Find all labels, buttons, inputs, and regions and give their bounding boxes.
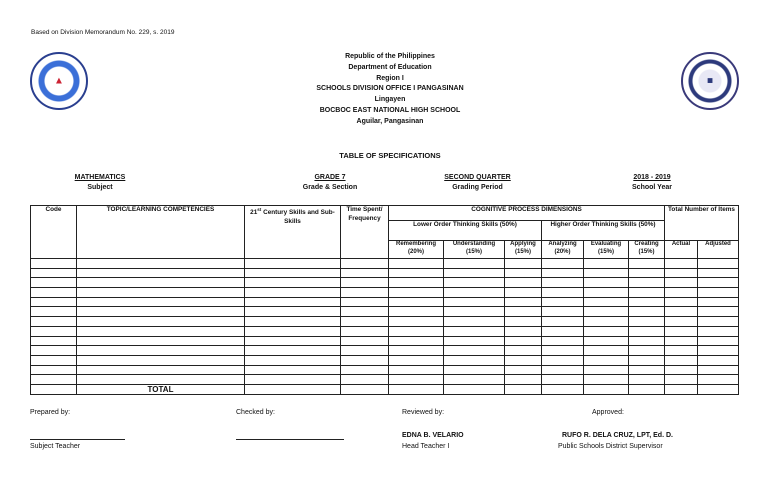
- approved-label: Approved:: [592, 409, 624, 416]
- skills-post: Century Skills and Sub-Skills: [261, 209, 335, 225]
- header-line: Region I: [376, 74, 404, 82]
- prepared-signature-line: [30, 439, 125, 440]
- document-header: [250, 52, 530, 128]
- table-row: [31, 346, 739, 356]
- school-year-field: [617, 173, 687, 193]
- document-title: TABLE OF SPECIFICATIONS: [339, 151, 441, 160]
- deped-seal-logo: [30, 52, 88, 110]
- century-skills-header: [245, 206, 341, 259]
- cognitive-dimensions-header: COGNITIVE PROCESS DIMENSIONS: [389, 206, 665, 221]
- total-label: TOTAL: [77, 384, 245, 394]
- evaluating-header: Evaluating (15%): [584, 241, 629, 259]
- header-line: Department of Education: [348, 63, 432, 71]
- table-row: [31, 375, 739, 385]
- time-spent-header: Time Spent/ Frequency: [341, 206, 389, 259]
- prepared-by-label: Prepared by:: [30, 409, 71, 416]
- header-line: BOCBOC EAST NATIONAL HIGH SCHOOL: [319, 106, 461, 114]
- table-row: [31, 268, 739, 278]
- subject-value: MATHEMATICS: [74, 174, 126, 181]
- table-row: [31, 326, 739, 336]
- grade-label: Grade & Section: [302, 184, 358, 191]
- grading-period-field: [430, 173, 525, 193]
- year-label: School Year: [632, 184, 672, 191]
- sdo-pangasinan-seal-logo: [681, 52, 739, 110]
- hots-header: Higher Order Thinking Skills (50%): [542, 221, 665, 241]
- creating-header: Creating (15%): [629, 241, 665, 259]
- topic-header: TOPIC/LEARNING COMPETENCIES: [77, 206, 245, 259]
- year-value: 2018 - 2019: [633, 174, 671, 181]
- subject-field: [60, 173, 140, 193]
- reviewer-title: Head Teacher I: [402, 443, 450, 450]
- table-row: [31, 307, 739, 317]
- approver-title: Public Schools District Supervisor: [558, 443, 663, 450]
- actual-header: Actual: [665, 241, 698, 259]
- skills-sup: st: [257, 207, 262, 212]
- remembering-header: Remembering (20%): [389, 241, 444, 259]
- table-row: [31, 297, 739, 307]
- checked-signature-line: [236, 439, 344, 440]
- subject-teacher-label: Subject Teacher: [30, 443, 81, 450]
- total-row: [31, 384, 739, 394]
- table-row: [31, 355, 739, 365]
- approver-name: RUFO R. DELA CRUZ, LPT, Ed. D.: [562, 432, 673, 439]
- period-value: SECOND QUARTER: [444, 174, 511, 181]
- period-label: Grading Period: [452, 184, 503, 191]
- header-line: SCHOOLS DIVISION OFFICE I PANGASINAN: [316, 85, 464, 93]
- table-row: [31, 288, 739, 298]
- skills-pre: 21: [250, 209, 258, 217]
- understanding-header: Understanding (15%): [444, 241, 505, 259]
- specifications-table: [30, 205, 739, 395]
- header-line: Aguilar, Pangasinan: [356, 117, 424, 125]
- checked-by-label: Checked by:: [236, 409, 275, 416]
- subject-label: Subject: [87, 184, 113, 191]
- grade-field: [285, 173, 375, 193]
- applying-header: Applying (15%): [505, 241, 542, 259]
- memo-reference: Based on Division Memorandum No. 229, s. 2019: [31, 29, 175, 36]
- header-line: Lingayen: [374, 96, 406, 104]
- table-row: [31, 259, 739, 269]
- analyzing-header: Analyzing (20%): [542, 241, 584, 259]
- code-header: Code: [31, 206, 77, 259]
- reviewer-name: EDNA B. VELARIO: [402, 432, 464, 439]
- grade-value: GRADE 7: [314, 174, 346, 181]
- building-icon: ■: [706, 75, 714, 87]
- lots-header: Lower Order Thinking Skills (50%): [389, 221, 542, 241]
- table-row: [31, 365, 739, 375]
- table-row: [31, 336, 739, 346]
- header-line: Republic of the Philippines: [345, 53, 435, 60]
- table-row: [31, 278, 739, 288]
- reviewed-by-label: Reviewed by:: [402, 409, 445, 416]
- table-row: [31, 317, 739, 327]
- torch-icon: ▲: [54, 75, 64, 87]
- adjusted-header: Adjusted: [698, 241, 739, 259]
- total-items-header: Total Number of Items: [665, 206, 739, 241]
